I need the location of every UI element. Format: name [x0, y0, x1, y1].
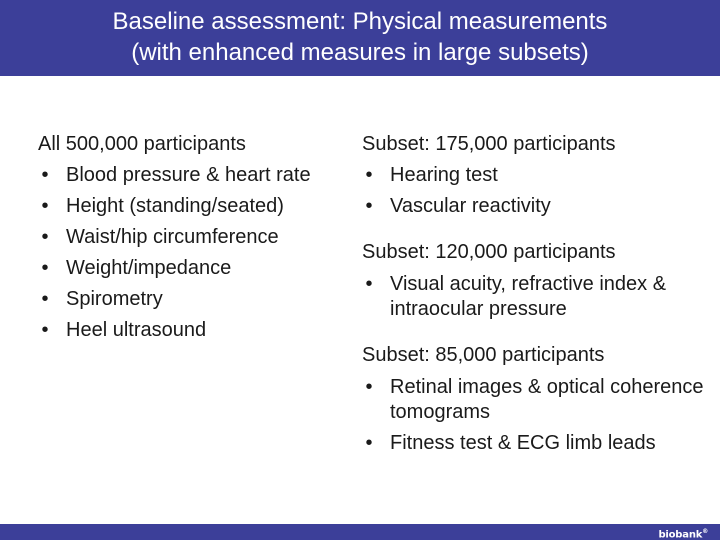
list-item [362, 268, 707, 325]
bullet-icon: • [365, 164, 373, 186]
list-item [38, 191, 358, 222]
subset-heading: Subset: 85,000 participants [362, 344, 605, 366]
list-item-text: Weight/impedance [66, 257, 232, 279]
list-item [362, 160, 707, 191]
footer-bar [0, 524, 720, 540]
bullet-icon: • [41, 257, 49, 279]
list-item [38, 253, 358, 284]
list-item [362, 371, 707, 428]
registered-mark: ® [702, 528, 708, 535]
logo-text: biobank [658, 529, 703, 541]
list-item [38, 160, 358, 191]
subset-heading: Subset: 175,000 participants [362, 133, 616, 155]
list-item [38, 222, 358, 253]
slide-title-line-2: (with enhanced measures in large subsets) [131, 39, 589, 66]
list-item-text: Waist/hip circumference [66, 226, 279, 248]
list-item-text: Heel ultrasound [66, 319, 207, 341]
subset-bullet-list [362, 371, 707, 459]
list-item-text: Spirometry [66, 288, 163, 310]
left-heading: All 500,000 participants [38, 133, 246, 155]
list-item-text: Vascular reactivity [390, 195, 551, 217]
list-item [362, 428, 707, 459]
bullet-icon: • [41, 226, 49, 248]
bullet-icon: • [41, 288, 49, 310]
bullet-icon: • [41, 319, 49, 341]
bullet-icon: • [365, 273, 373, 295]
biobank-logo [658, 525, 708, 542]
bullet-icon: • [365, 376, 373, 398]
title-bar [0, 0, 720, 76]
bullet-icon: • [41, 195, 49, 217]
subset-group [362, 237, 707, 325]
bullet-icon: • [41, 164, 49, 186]
list-item [362, 191, 707, 222]
bullet-icon: • [365, 432, 373, 454]
subset-group [362, 129, 707, 222]
left-bullet-list [38, 160, 358, 346]
list-item-text: Fitness test & ECG limb leads [390, 432, 656, 454]
list-item [38, 284, 358, 315]
list-item-text: Height (standing/seated) [66, 195, 284, 217]
list-item-text: Visual acuity, refractive index & intraocular pressure [390, 273, 667, 320]
subset-bullet-list [362, 268, 707, 325]
subset-heading: Subset: 120,000 participants [362, 241, 616, 263]
list-item-text: Hearing test [390, 164, 498, 186]
right-column [362, 129, 707, 474]
list-item [38, 315, 358, 346]
bullet-icon: • [365, 195, 373, 217]
subset-group [362, 340, 707, 459]
left-column [38, 129, 358, 346]
slide-title-line-1: Baseline assessment: Physical measurements [112, 8, 608, 35]
list-item-text: Blood pressure & heart rate [66, 164, 311, 186]
list-item-text: Retinal images & optical coherence tomograms [390, 376, 704, 423]
subset-bullet-list [362, 160, 707, 222]
